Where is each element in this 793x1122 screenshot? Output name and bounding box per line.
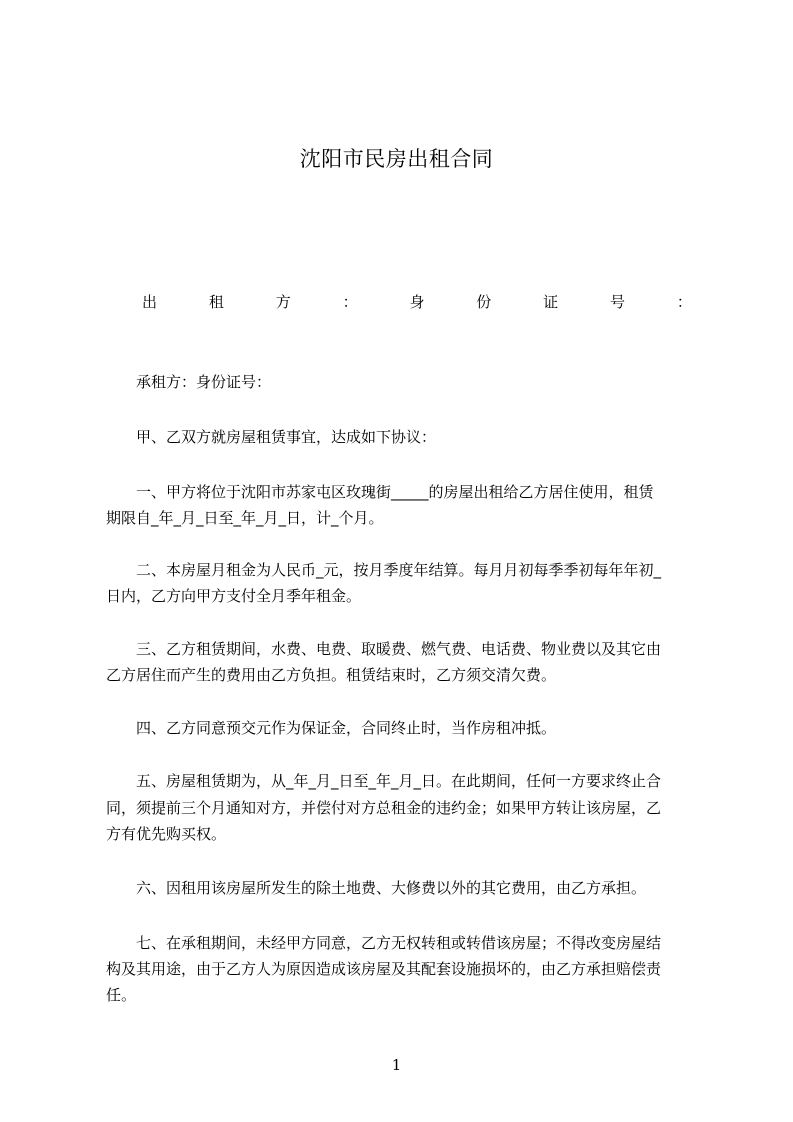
lessor-char: 租 bbox=[208, 293, 224, 311]
clause-3-line-1: 三、乙方租赁期间，水费、电费、取暖费、燃气费、电话费、物业费以及其它由 bbox=[136, 640, 662, 658]
clause-7-line-3: 任。 bbox=[106, 986, 137, 1004]
clause-3-line-2: 乙方居住而产生的费用由乙方负担。租赁结束时，乙方须交清欠费。 bbox=[106, 666, 557, 684]
lessor-char: 证 bbox=[543, 293, 559, 311]
clause-1-line-1: 一、甲方将位于沈阳市苏家屯区玫瑰街_____的房屋出租给乙方居住使用，租赁 bbox=[136, 483, 654, 501]
clause-5-line-3: 方有优先购买权。 bbox=[106, 825, 227, 843]
lessor-char: ： bbox=[342, 293, 358, 311]
lessee-line: 承租方：身份证号： bbox=[136, 373, 272, 391]
clause-2-line-1: 二、本房屋月租金为人民币_元，按月季度年结算。每月月初每季季初每年年初_ bbox=[136, 561, 662, 579]
lessor-char: 出 bbox=[142, 293, 158, 311]
lessor-char: 方 bbox=[275, 293, 291, 311]
clause-7-line-2: 构及其用途，由于乙方人为原因造成该房屋及其配套设施损坏的，由乙方承担赔偿责 bbox=[106, 960, 662, 978]
lessor-char: ： bbox=[676, 293, 692, 311]
document-title: 沈阳市民房出租合同 bbox=[299, 147, 494, 171]
clause-7-line-1: 七、在承租期间，未经甲方同意，乙方无权转租或转借该房屋；不得改变房屋结 bbox=[136, 934, 662, 952]
clause-2-line-2: 日内，乙方向甲方支付全月季年租金。 bbox=[106, 587, 362, 605]
lessor-char: 身 bbox=[409, 293, 425, 311]
lessor-char: 份 bbox=[476, 293, 492, 311]
intro-paragraph: 甲、乙双方就房屋租赁事宜，达成如下协议： bbox=[136, 428, 437, 446]
clause-5-line-2: 同，须提前三个月通知对方，并偿付对方总租金的违约金；如果甲方转让该房屋，乙 bbox=[106, 799, 662, 817]
page-number: 1 bbox=[391, 1056, 402, 1074]
clause-6-line-1: 六、因租用该房屋所发生的除土地费、大修费以外的其它费用，由乙方承担。 bbox=[136, 879, 647, 897]
lessor-line bbox=[142, 291, 692, 312]
clause-5-line-1: 五、房屋租赁期为，从_年_月_日至_年_月_日。在此期间，任何一方要求终止合 bbox=[136, 772, 662, 790]
clause-4-line-1: 四、乙方同意预交元作为保证金，合同终止时，当作房租冲抵。 bbox=[136, 719, 557, 737]
clause-1-line-2: 期限自_年_月_日至_年_月_日，计_个月。 bbox=[106, 509, 384, 527]
lessor-char: 号 bbox=[610, 293, 626, 311]
